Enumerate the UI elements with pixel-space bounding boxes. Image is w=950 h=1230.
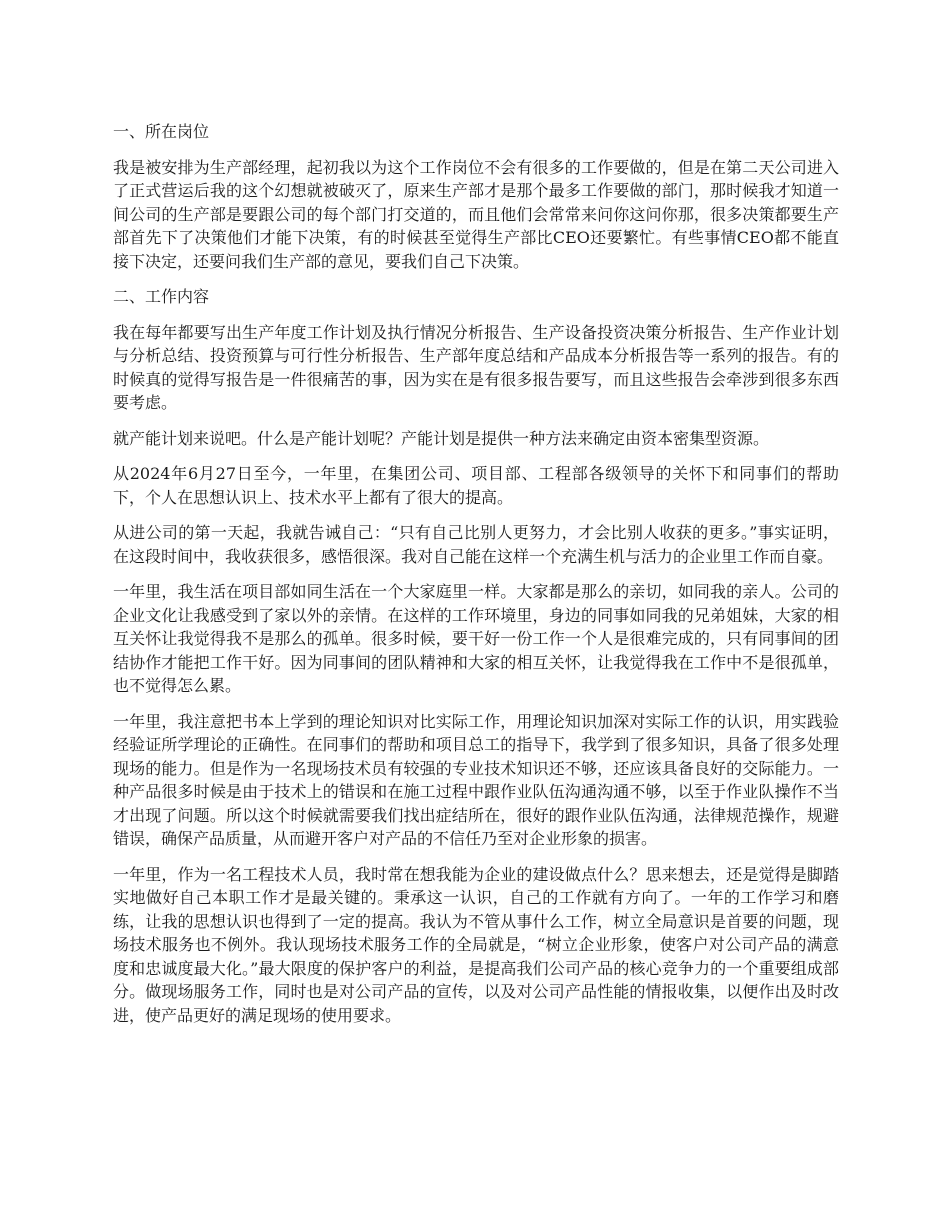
section-heading-position: 一、所在岗位 bbox=[113, 122, 210, 141]
paragraph-family: 一年里，我生活在项目部如同生活在一个大家庭里一样。大家都是那么的亲切，如同我的亲人。公司的企业文化让我感受到了家以外的亲情。在这样的工作环境里，身边的同事如同我的兄弟姐妹，大家的相互关怀让我觉得我不是那么的孤单。很多时候，要干好一份工作一个人是很难完成的，只有同事间的团结协作才能把工作干好。因为同事间的团队精神和大家的相互关怀，让我觉得我在工作中不是很孤单，也不觉得怎么累。 bbox=[113, 582, 839, 695]
paragraph-position: 我是被安排为生产部经理，起初我以为这个工作岗位不会有很多的工作要做的，但是在第二天公司进入了正式营运后我的这个幻想就被破灭了，原来生产部才是那个最多工作要做的部门，那时候我才知道一间公司的生产部是要跟公司的每个部门打交道的，而且他们会常常来问你这问你那，很多决策都要生产部首先下了决策他们才能下决策，有的时候甚至觉得生产部比CEO还要繁忙。有些事情CEO都不能直接下决定，还要问我们生产部的意见，要我们自己下决策。 bbox=[113, 157, 839, 271]
paragraph-capacity-plan: 就产能计划来说吧。什么是产能计划呢？产能计划是提供一种方法来确定由资本密集型资源。 bbox=[113, 428, 770, 448]
paragraph-since-date: 从2024年6月27日至今，一年里，在集团公司、项目部、工程部各级领导的关怀下和同事们的帮助下，个人在思想认识上、技术水平上都有了很大的提高。 bbox=[113, 464, 839, 507]
paragraph-first-day: 从进公司的第一天起，我就告诫自己：“只有自己比别人更努力，才会比别人收获的更多。”事实证明，在这段时间中，我收获很多，感悟很深。我对自己能在这样一个充满生机与活力的企业里工作而自豪。 bbox=[113, 523, 839, 566]
paragraph-engineer: 一年里，作为一名工程技术人员，我时常在想我能为企业的建设做点什么？思来想去，还是觉得是脚踏实地做好自己本职工作才是最关键的。秉承这一认识，自己的工作就有方向了。一年的工作学习和磨练，让我的思想认识也得到了一定的提高。我认为不管从事什么工作，树立全局意识是首要的问题，现场技术服务也不例外。我认现场技术服务工作的全局就是，“树立企业形象，使客户对公司产品的满意度和忠诚度最大化。”最大限度的保护客户的利益，是提高我们公司产品的核心竞争力的一个重要组成部分。做现场服务工作，同时也是对公司产品的宣传，以及对公司产品性能的情报收集，以便作出及时改进，使产品更好的满足现场的使用要求。 bbox=[113, 864, 839, 1025]
section-heading-work-content: 二、工作内容 bbox=[113, 287, 210, 306]
document-body bbox=[113, 120, 839, 1039]
paragraph-theory-practice: 一年里，我注意把书本上学到的理论知识对比实际工作，用理论知识加深对实际工作的认识，用实践验经验证所学理论的正确性。在同事们的帮助和项目总工的指导下，我学到了很多知识，具备了很多处理现场的能力。但是作为一名现场技术员有较强的专业技术知识还不够，还应该具备良好的交际能力。一种产品很多时候是由于技术上的错误和在施工过程中跟作业队伍沟通沟通不够，以至于作业队操作不当才出现了问题。所以这个时候就需要我们找出症结所在，很好的跟作业队伍沟通，法律规范操作，规避错误，确保产品质量，从而避开客户对产品的不信任乃至对企业形象的损害。 bbox=[113, 711, 839, 848]
paragraph-reports: 我在每年都要写出生产年度工作计划及执行情况分析报告、生产设备投资决策分析报告、生产作业计划与分析总结、投资预算与可行性分析报告、生产部年度总结和产品成本分析报告等一系列的报告。有的时候真的觉得写报告是一件很痛苦的事，因为实在是有很多报告要写，而且这些报告会牵涉到很多东西要考虑。 bbox=[113, 322, 839, 412]
